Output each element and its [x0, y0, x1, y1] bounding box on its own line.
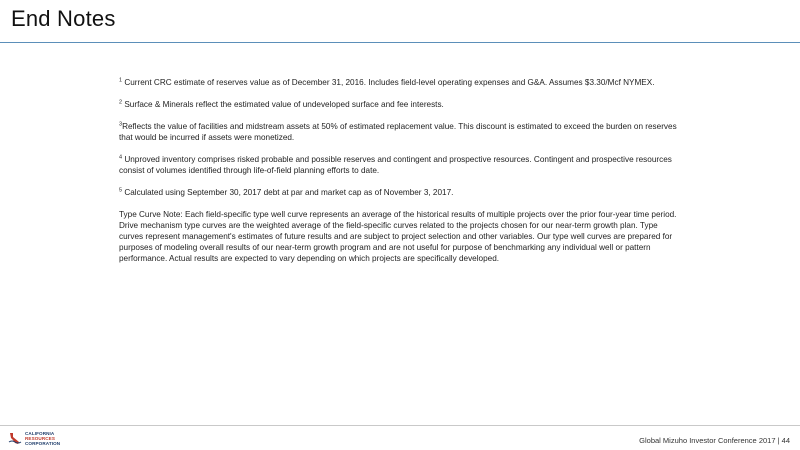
note-marker: 3 [119, 121, 123, 128]
end-notes-list [119, 77, 684, 275]
logo-wordmark [25, 431, 60, 446]
note-text: Reflects the value of facilities and midstream assets at 50% of estimated replacement value. This discount is estimated to exceed the burden on reserves that would be incurred if assets were monetized. [119, 122, 677, 142]
footer-divider [0, 425, 800, 426]
note-text: Current CRC estimate of reserves value as of December 31, 2016. Includes field-level operating expenses and G&A. Assumes $3.30/Mcf NYMEX. [122, 78, 655, 87]
logo-line-3: CORPORATION [25, 440, 61, 446]
note-marker: 1 [119, 77, 123, 84]
logo-line-2: RESOURCES [25, 435, 55, 441]
end-note-1 [119, 77, 684, 88]
note-text: Unproved inventory comprises risked probable and possible reserves and contingent and prospective resources. Contingent and prospective resources consist of volumes identified through life-of-field planning efforts to date. [119, 155, 672, 175]
conference-name: Global Mizuho Investor Conference 2017 [639, 436, 776, 445]
note-marker: 2 [119, 99, 123, 106]
california-map-icon [8, 431, 22, 445]
logo-line-1: CALIFORNIA [25, 430, 55, 436]
footer-caption [639, 436, 790, 445]
type-curve-note [119, 209, 684, 264]
page-title: End Notes [11, 6, 116, 31]
end-note-2 [119, 99, 684, 110]
title-divider [0, 42, 800, 43]
end-note-3 [119, 121, 684, 143]
page-number: 44 [781, 436, 790, 445]
note-text: Type Curve Note: Each field-specific type well curve represents an average of the historical results of multiple projects over the prior four-year time period. Drive mechanism type curves are the weighted average of the field-specific curves related to the projects chosen for our near-term growth plan. Type curves represent management's estimates of future results and are subject to project selection and other variables. Our type well curves are prepared for purposes of modeling overall results of our near-term growth program and are not useful for purpose of benchmarking any individual well or pattern performance. Actual results are expected to vary depending on which projects are specifically developed. [119, 210, 677, 263]
note-text: Calculated using September 30, 2017 debt at par and market cap as of November 3, 2017. [122, 188, 454, 197]
end-note-5 [119, 187, 684, 198]
end-note-4 [119, 154, 684, 176]
footer-separator: | [777, 436, 780, 445]
company-logo [8, 430, 68, 446]
note-marker: 5 [119, 187, 123, 194]
note-marker: 4 [119, 154, 123, 161]
note-text: Surface & Minerals reflect the estimated value of undeveloped surface and fee interests. [122, 100, 444, 109]
